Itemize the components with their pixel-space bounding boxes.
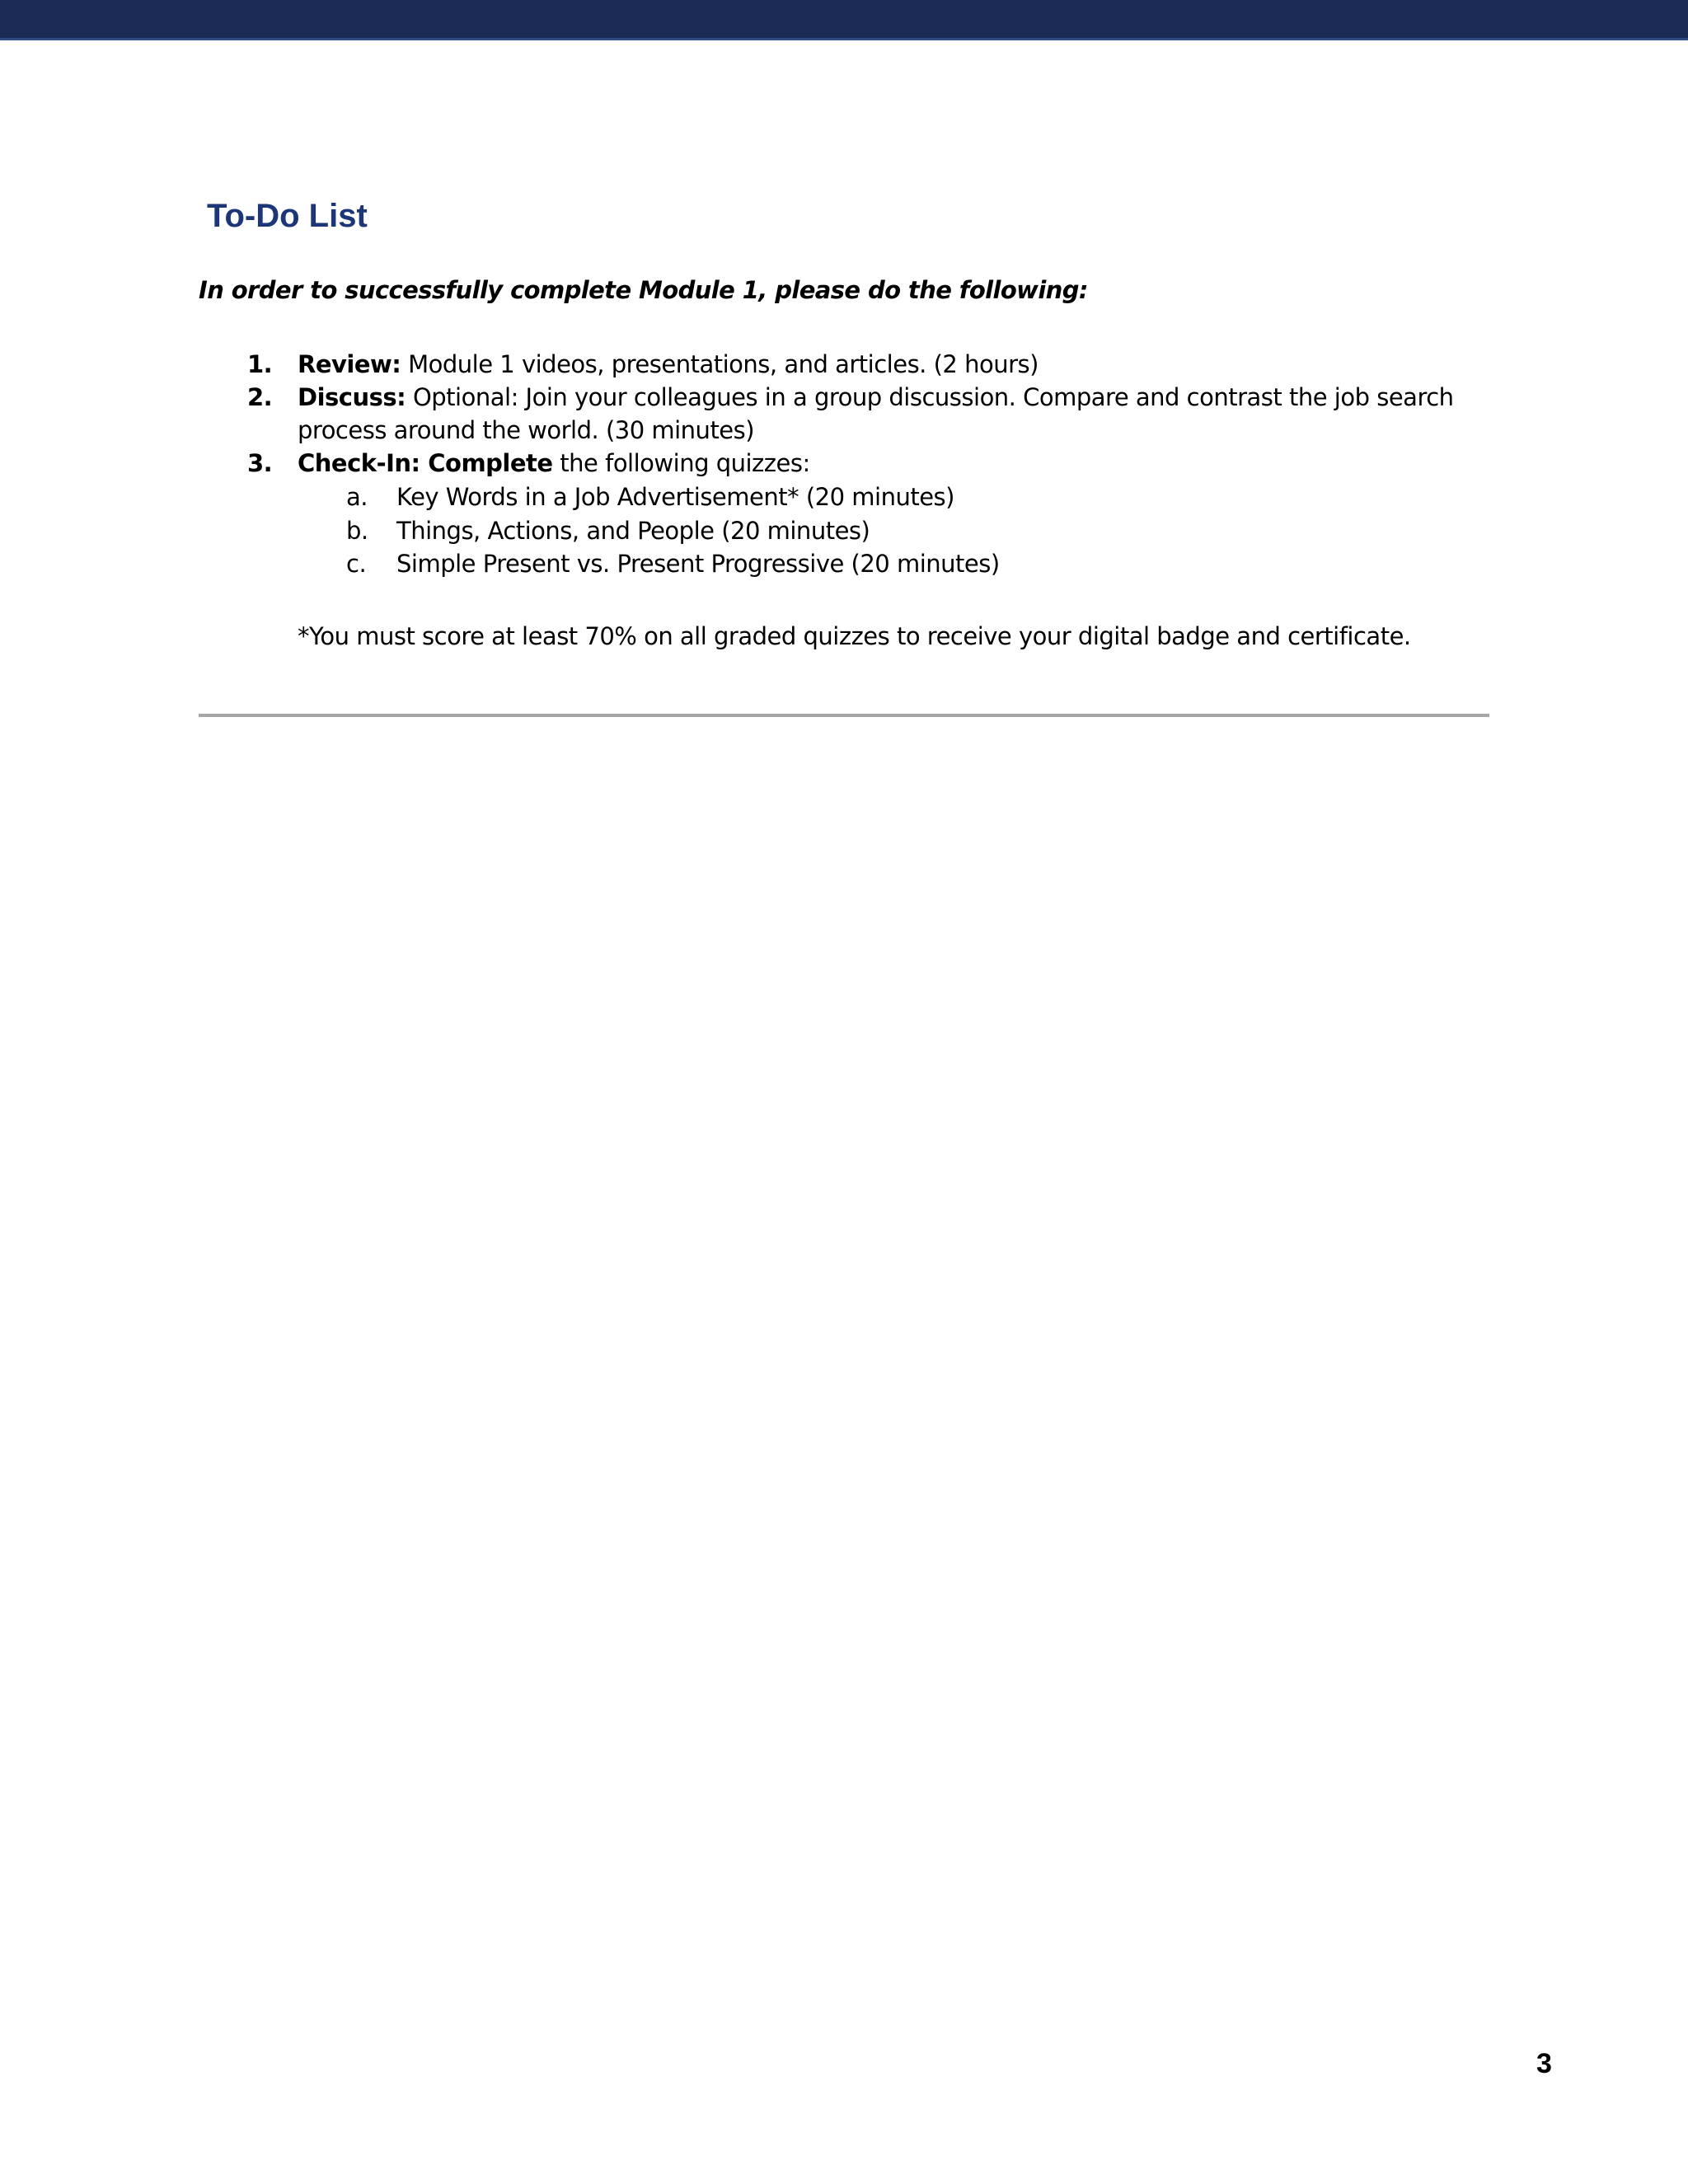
intro-instruction: In order to successfully complete Module 1, please do the following: [199,276,1088,304]
sub-list-letter: c. [346,550,367,578]
list-item-label-complete: Complete [420,449,553,477]
sub-list-text: Key Words in a Job Advertisement* (20 minutes) [396,483,954,511]
list-item-text: the following quizzes: [552,449,810,477]
list-item-number: 2. [247,383,273,411]
list-item-text: Optional: Join your colleagues in a group discussion. Compare and contrast the job search [406,383,1454,411]
list-item-body [298,381,1454,414]
list-item-label: Review: [298,350,401,378]
sub-list-text: Simple Present vs. Present Progressive (20 minutes) [396,550,1000,578]
sub-list-letter: a. [346,483,368,511]
top-header-band [0,0,1688,40]
list-item-body [298,348,1039,381]
horizontal-divider [199,714,1489,717]
section-heading: To-Do List [207,198,368,234]
list-item-text: Module 1 videos, presentations, and articles. (2 hours) [401,350,1039,378]
list-item-label: Check-In: [298,449,420,477]
list-item-body [298,447,810,480]
list-item-label: Discuss: [298,383,406,411]
list-item-number: 3. [247,449,273,477]
list-item-text-continued: process around the world. (30 minutes) [298,416,755,444]
footnote-text: *You must score at least 70% on all graded quizzes to receive your digital badge and certificate. [298,622,1411,650]
page-number: 3 [1536,2048,1552,2079]
sub-list-text: Things, Actions, and People (20 minutes) [396,517,870,545]
sub-list-letter: b. [346,517,368,545]
list-item-number: 1. [247,350,273,378]
